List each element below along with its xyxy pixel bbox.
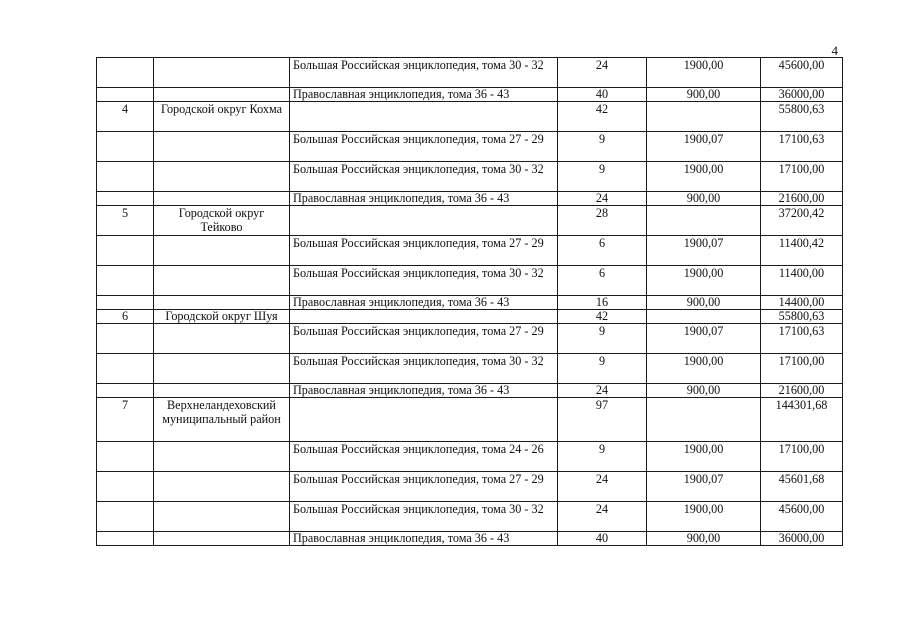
municipality-cell (154, 162, 290, 192)
sum-cell: 17100,00 (761, 354, 843, 384)
price-cell: 1900,00 (647, 442, 761, 472)
edition-title-cell (290, 398, 558, 442)
price-cell (647, 102, 761, 132)
table-row (97, 266, 843, 296)
edition-title-cell: Православная энциклопедия, тома 36 - 43 (290, 296, 558, 310)
sum-cell: 17100,00 (761, 442, 843, 472)
table-row (97, 442, 843, 472)
quantity-cell: 28 (558, 206, 647, 236)
edition-title-cell: Православная энциклопедия, тома 36 - 43 (290, 532, 558, 546)
table-row (97, 58, 843, 88)
table-row (97, 102, 843, 132)
table-row (97, 532, 843, 546)
edition-title-cell (290, 206, 558, 236)
sum-cell: 36000,00 (761, 88, 843, 102)
table-row (97, 88, 843, 102)
quantity-cell: 9 (558, 132, 647, 162)
quantity-cell: 97 (558, 398, 647, 442)
sum-cell: 45600,00 (761, 58, 843, 88)
quantity-cell: 9 (558, 442, 647, 472)
sum-cell: 17100,63 (761, 324, 843, 354)
sum-cell: 36000,00 (761, 532, 843, 546)
municipality-cell: Городской округ Шуя (154, 310, 290, 324)
row-number-cell (97, 132, 154, 162)
table-row (97, 206, 843, 236)
sum-cell: 11400,00 (761, 266, 843, 296)
table-row (97, 384, 843, 398)
row-number-cell: 7 (97, 398, 154, 442)
row-number-cell (97, 162, 154, 192)
municipality-cell (154, 88, 290, 102)
edition-title-cell: Большая Российская энциклопедия, тома 30 - 32 (290, 58, 558, 88)
quantity-cell: 24 (558, 192, 647, 206)
municipality-cell (154, 472, 290, 502)
municipality-cell (154, 132, 290, 162)
edition-title-cell: Большая Российская энциклопедия, тома 30 - 32 (290, 354, 558, 384)
price-cell (647, 206, 761, 236)
quantity-cell: 9 (558, 354, 647, 384)
edition-title-cell (290, 102, 558, 132)
edition-title-cell: Православная энциклопедия, тома 36 - 43 (290, 192, 558, 206)
quantity-cell: 42 (558, 310, 647, 324)
table-row (97, 502, 843, 532)
sum-cell: 144301,68 (761, 398, 843, 442)
quantity-cell: 9 (558, 162, 647, 192)
edition-title-cell: Большая Российская энциклопедия, тома 27 - 29 (290, 472, 558, 502)
municipality-cell (154, 192, 290, 206)
quantity-cell: 24 (558, 502, 647, 532)
price-cell: 1900,00 (647, 354, 761, 384)
edition-title-cell: Большая Российская энциклопедия, тома 27 - 29 (290, 324, 558, 354)
price-cell (647, 310, 761, 324)
quantity-cell: 42 (558, 102, 647, 132)
municipality-cell (154, 384, 290, 398)
page-number: 4 (831, 43, 838, 58)
row-number-cell (97, 58, 154, 88)
distribution-table (96, 57, 843, 546)
edition-title-cell: Большая Российская энциклопедия, тома 30 - 32 (290, 266, 558, 296)
row-number-cell: 5 (97, 206, 154, 236)
row-number-cell (97, 354, 154, 384)
table-row (97, 354, 843, 384)
municipality-cell (154, 58, 290, 88)
row-number-cell (97, 472, 154, 502)
quantity-cell: 24 (558, 58, 647, 88)
quantity-cell: 9 (558, 324, 647, 354)
quantity-cell: 24 (558, 384, 647, 398)
table-body (97, 58, 843, 546)
row-number-cell (97, 384, 154, 398)
price-cell: 1900,07 (647, 324, 761, 354)
row-number-cell (97, 442, 154, 472)
quantity-cell: 16 (558, 296, 647, 310)
edition-title-cell: Большая Российская энциклопедия, тома 27 - 29 (290, 132, 558, 162)
edition-title-cell (290, 310, 558, 324)
price-cell: 900,00 (647, 532, 761, 546)
price-cell: 900,00 (647, 192, 761, 206)
municipality-cell: Городской округ Кохма (154, 102, 290, 132)
row-number-cell: 6 (97, 310, 154, 324)
row-number-cell: 4 (97, 102, 154, 132)
row-number-cell (97, 296, 154, 310)
quantity-cell: 6 (558, 236, 647, 266)
municipality-cell: Городской округ Тейково (154, 206, 290, 236)
row-number-cell (97, 88, 154, 102)
municipality-cell (154, 502, 290, 532)
municipality-cell (154, 354, 290, 384)
row-number-cell (97, 192, 154, 206)
municipality-cell (154, 442, 290, 472)
quantity-cell: 40 (558, 532, 647, 546)
price-cell: 1900,07 (647, 236, 761, 266)
sum-cell: 14400,00 (761, 296, 843, 310)
municipality-cell (154, 236, 290, 266)
table-row (97, 132, 843, 162)
quantity-cell: 24 (558, 472, 647, 502)
row-number-cell (97, 324, 154, 354)
price-cell: 900,00 (647, 384, 761, 398)
sum-cell: 55800,63 (761, 310, 843, 324)
table-row (97, 324, 843, 354)
price-cell: 900,00 (647, 88, 761, 102)
edition-title-cell: Православная энциклопедия, тома 36 - 43 (290, 88, 558, 102)
sum-cell: 21600,00 (761, 192, 843, 206)
sum-cell: 17100,63 (761, 132, 843, 162)
sum-cell: 17100,00 (761, 162, 843, 192)
sum-cell: 37200,42 (761, 206, 843, 236)
row-number-cell (97, 502, 154, 532)
price-cell: 1900,00 (647, 162, 761, 192)
price-cell: 1900,00 (647, 502, 761, 532)
sum-cell: 21600,00 (761, 384, 843, 398)
table-row (97, 296, 843, 310)
row-number-cell (97, 266, 154, 296)
row-number-cell (97, 532, 154, 546)
price-cell (647, 398, 761, 442)
edition-title-cell: Большая Российская энциклопедия, тома 30 - 32 (290, 162, 558, 192)
edition-title-cell: Православная энциклопедия, тома 36 - 43 (290, 384, 558, 398)
price-cell: 1900,07 (647, 132, 761, 162)
row-number-cell (97, 236, 154, 266)
table-row (97, 398, 843, 442)
table-row (97, 310, 843, 324)
edition-title-cell: Большая Российская энциклопедия, тома 30 - 32 (290, 502, 558, 532)
sum-cell: 45601,68 (761, 472, 843, 502)
table-row (97, 192, 843, 206)
price-cell: 900,00 (647, 296, 761, 310)
quantity-cell: 6 (558, 266, 647, 296)
edition-title-cell: Большая Российская энциклопедия, тома 27 - 29 (290, 236, 558, 266)
quantity-cell: 40 (558, 88, 647, 102)
sum-cell: 45600,00 (761, 502, 843, 532)
sum-cell: 55800,63 (761, 102, 843, 132)
municipality-cell: Верхнеландеховский муниципальный район (154, 398, 290, 442)
price-cell: 1900,00 (647, 266, 761, 296)
municipality-cell (154, 324, 290, 354)
sum-cell: 11400,42 (761, 236, 843, 266)
price-cell: 1900,07 (647, 472, 761, 502)
price-cell: 1900,00 (647, 58, 761, 88)
municipality-cell (154, 296, 290, 310)
municipality-cell (154, 532, 290, 546)
edition-title-cell: Большая Российская энциклопедия, тома 24 - 26 (290, 442, 558, 472)
table-row (97, 472, 843, 502)
table-row (97, 236, 843, 266)
table-row (97, 162, 843, 192)
municipality-cell (154, 266, 290, 296)
